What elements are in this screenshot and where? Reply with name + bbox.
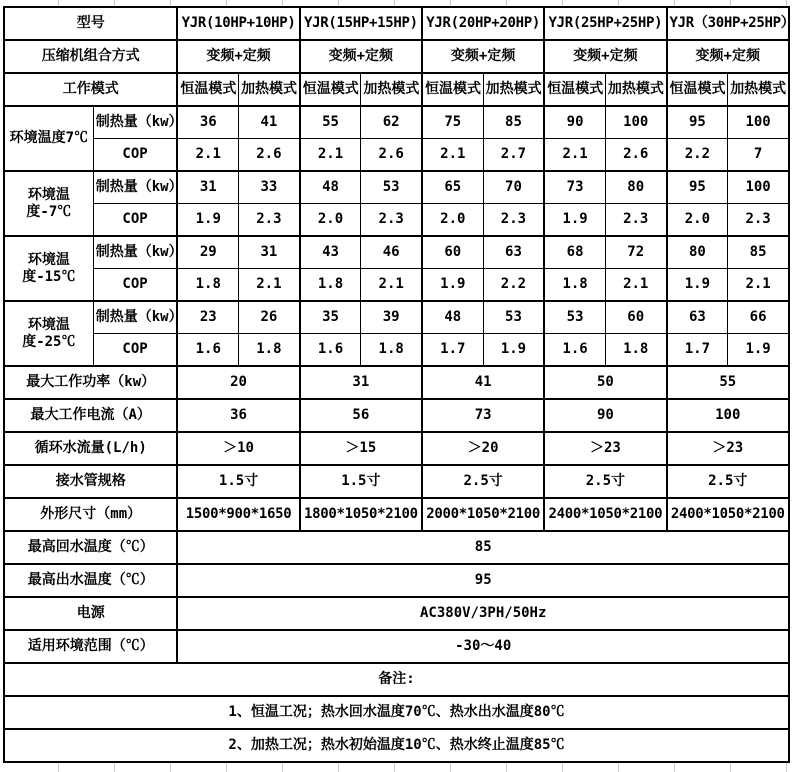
- heat-value-cell: 95: [667, 106, 728, 139]
- model-name-cell: YJR(10HP+10HP): [177, 7, 299, 40]
- pipe-size-row: [4, 465, 789, 498]
- note-row-1: [4, 696, 789, 729]
- heat-value-cell: 100: [728, 106, 789, 139]
- heat-value-cell: 33: [239, 171, 300, 204]
- spec-row-label: 接水管规格: [4, 465, 177, 498]
- cop-value-cell: 2.3: [483, 204, 544, 237]
- cop-value-cell: 7: [728, 139, 789, 172]
- model-name-cell: YJR（30HP+25HP）: [667, 7, 789, 40]
- mode-cell: 加热模式: [605, 73, 666, 106]
- cop-value-cell: 2.2: [667, 139, 728, 172]
- cop-value-cell: 2.1: [239, 269, 300, 302]
- heat-value-cell: 41: [239, 106, 300, 139]
- model-name-cell: YJR(25HP+25HP): [544, 7, 666, 40]
- heat-value-cell: 85: [483, 106, 544, 139]
- cop-value-cell: 2.1: [177, 139, 238, 172]
- model-name-cell: YJR(15HP+15HP): [300, 7, 422, 40]
- compressor-value-cell: 变频+定频: [667, 40, 789, 73]
- heat-value-cell: 53: [544, 301, 605, 334]
- cop-value-cell: 2.1: [544, 139, 605, 172]
- compressor-value-cell: 变频+定频: [422, 40, 544, 73]
- cop-value-cell: 1.9: [177, 204, 238, 237]
- spec-value-cell: ＞15: [300, 432, 422, 465]
- cop-label: COP: [93, 334, 177, 367]
- note-row-2: [4, 729, 789, 762]
- spec-value-cell: 2400*1050*2100: [544, 498, 666, 531]
- spec-value-cell: 36: [177, 399, 299, 432]
- cop-value-cell: 2.7: [483, 139, 544, 172]
- heat-value-cell: 63: [667, 301, 728, 334]
- cop-value-cell: 2.6: [605, 139, 666, 172]
- cop-row-minus15c: [4, 269, 789, 302]
- spec-row-label: 最大工作电流（A）: [4, 399, 177, 432]
- cop-value-cell: 1.9: [483, 334, 544, 367]
- heat-value-cell: 43: [300, 236, 361, 269]
- mode-cell: 加热模式: [361, 73, 422, 106]
- max-return-temp-row: [4, 531, 789, 564]
- heat-value-cell: 66: [728, 301, 789, 334]
- cop-value-cell: 2.3: [605, 204, 666, 237]
- heat-value-cell: 35: [300, 301, 361, 334]
- heat-value-cell: 53: [361, 171, 422, 204]
- cop-value-cell: 1.6: [544, 334, 605, 367]
- compressor-row-label: 压缩机组合方式: [4, 40, 177, 73]
- heat-value-cell: 90: [544, 106, 605, 139]
- note-line: 1、恒温工况；热水回水温度70℃、热水出水温度80℃: [4, 696, 789, 729]
- heat-value-cell: 100: [605, 106, 666, 139]
- mode-cell: 恒温模式: [544, 73, 605, 106]
- heat-value-cell: 70: [483, 171, 544, 204]
- product-spec-table: [3, 6, 795, 763]
- spec-value-cell: 56: [300, 399, 422, 432]
- heat-value-cell: 65: [422, 171, 483, 204]
- ambient-temp-label: 环境温度-15℃: [4, 236, 93, 301]
- mode-cell: 加热模式: [239, 73, 300, 106]
- compressor-value-cell: 变频+定频: [544, 40, 666, 73]
- spec-value-cell: 55: [667, 366, 789, 399]
- cop-value-cell: 2.1: [361, 269, 422, 302]
- full-row-value: 85: [177, 531, 789, 564]
- heat-value-cell: 26: [239, 301, 300, 334]
- model-row: [4, 7, 789, 40]
- spec-value-cell: ＞20: [422, 432, 544, 465]
- heat-value-cell: 60: [605, 301, 666, 334]
- mode-cell: 恒温模式: [177, 73, 238, 106]
- spec-value-cell: 2400*1050*2100: [667, 498, 789, 531]
- notes-header-row: [4, 663, 789, 696]
- heat-capacity-row-minus15c: [4, 236, 789, 269]
- ambient-range-row: [4, 630, 789, 663]
- heat-value-cell: 95: [667, 171, 728, 204]
- heat-value-cell: 31: [239, 236, 300, 269]
- heat-value-cell: 31: [177, 171, 238, 204]
- spec-value-cell: 90: [544, 399, 666, 432]
- cop-label: COP: [93, 139, 177, 172]
- ambient-temp-label: 环境温度-7℃: [4, 171, 93, 236]
- heat-value-cell: 68: [544, 236, 605, 269]
- heat-value-cell: 29: [177, 236, 238, 269]
- spec-value-cell: 2000*1050*2100: [422, 498, 544, 531]
- full-row-value: 95: [177, 564, 789, 597]
- spec-value-cell: 1.5寸: [300, 465, 422, 498]
- power-supply-row: [4, 597, 789, 630]
- cop-value-cell: 1.8: [361, 334, 422, 367]
- cop-value-cell: 1.9: [544, 204, 605, 237]
- dimensions-row: [4, 498, 789, 531]
- ambient-temp-label: 环境温度-25℃: [4, 301, 93, 366]
- heat-value-cell: 48: [422, 301, 483, 334]
- heat-value-cell: 62: [361, 106, 422, 139]
- mode-cell: 加热模式: [728, 73, 789, 106]
- note-line: 2、加热工况；热水初始温度10℃、热水终止温度85℃: [4, 729, 789, 762]
- heat-capacity-label: 制热量（kw）: [93, 106, 177, 139]
- heat-value-cell: 48: [300, 171, 361, 204]
- cop-value-cell: 2.0: [667, 204, 728, 237]
- full-row-label: 电源: [4, 597, 177, 630]
- cop-value-cell: 1.6: [177, 334, 238, 367]
- heat-value-cell: 60: [422, 236, 483, 269]
- max-outlet-temp-row: [4, 564, 789, 597]
- heat-value-cell: 73: [544, 171, 605, 204]
- heat-value-cell: 36: [177, 106, 238, 139]
- cop-label: COP: [93, 204, 177, 237]
- heat-value-cell: 100: [728, 171, 789, 204]
- model-name-cell: YJR(20HP+20HP): [422, 7, 544, 40]
- heat-value-cell: 53: [483, 301, 544, 334]
- cop-value-cell: 2.0: [422, 204, 483, 237]
- cop-value-cell: 1.9: [728, 334, 789, 367]
- cop-value-cell: 2.3: [728, 204, 789, 237]
- cop-row-7c: [4, 139, 789, 172]
- cop-value-cell: 2.1: [605, 269, 666, 302]
- cop-value-cell: 1.8: [544, 269, 605, 302]
- heat-capacity-label: 制热量（kw）: [93, 171, 177, 204]
- spec-value-cell: 1500*900*1650: [177, 498, 299, 531]
- full-row-value: AC380V/3PH/50Hz: [177, 597, 789, 630]
- spec-value-cell: 100: [667, 399, 789, 432]
- max-current-row: [4, 399, 789, 432]
- ambient-temp-label: 环境温度7℃: [4, 106, 93, 171]
- heat-value-cell: 72: [605, 236, 666, 269]
- spec-value-cell: 20: [177, 366, 299, 399]
- cop-value-cell: 1.8: [300, 269, 361, 302]
- spec-value-cell: 1800*1050*2100: [300, 498, 422, 531]
- heat-capacity-label: 制热量（kw）: [93, 236, 177, 269]
- cop-value-cell: 1.8: [239, 334, 300, 367]
- cop-value-cell: 1.8: [605, 334, 666, 367]
- spec-value-cell: ＞23: [667, 432, 789, 465]
- spec-value-cell: 50: [544, 366, 666, 399]
- heat-capacity-row-minus25c: [4, 301, 789, 334]
- cop-row-minus25c: [4, 334, 789, 367]
- cop-value-cell: 1.6: [300, 334, 361, 367]
- cop-value-cell: 1.8: [177, 269, 238, 302]
- compressor-value-cell: 变频+定频: [300, 40, 422, 73]
- cop-value-cell: 2.2: [483, 269, 544, 302]
- full-row-label: 最高出水温度（℃）: [4, 564, 177, 597]
- mode-cell: 加热模式: [483, 73, 544, 106]
- heat-capacity-row-minus7c: [4, 171, 789, 204]
- spec-value-cell: 2.5寸: [422, 465, 544, 498]
- heat-capacity-row-7c: [4, 106, 789, 139]
- work-mode-row-label: 工作模式: [4, 73, 177, 106]
- spec-value-cell: 41: [422, 366, 544, 399]
- cop-value-cell: 2.3: [361, 204, 422, 237]
- cop-value-cell: 2.3: [239, 204, 300, 237]
- spec-value-cell: 2.5寸: [667, 465, 789, 498]
- heat-value-cell: 85: [728, 236, 789, 269]
- work-mode-row: [4, 73, 789, 106]
- heat-capacity-label: 制热量（kw）: [93, 301, 177, 334]
- spec-row-label: 循环水流量(L/h): [4, 432, 177, 465]
- cop-value-cell: 1.9: [667, 269, 728, 302]
- compressor-value-cell: 变频+定频: [177, 40, 299, 73]
- heat-value-cell: 39: [361, 301, 422, 334]
- spec-value-cell: ＞23: [544, 432, 666, 465]
- mode-cell: 恒温模式: [422, 73, 483, 106]
- cop-value-cell: 2.1: [422, 139, 483, 172]
- spec-row-label: 外形尺寸（mm）: [4, 498, 177, 531]
- spec-value-cell: 1.5寸: [177, 465, 299, 498]
- water-flow-row: [4, 432, 789, 465]
- cop-value-cell: 2.6: [361, 139, 422, 172]
- cop-value-cell: 1.7: [422, 334, 483, 367]
- cop-value-cell: 2.1: [728, 269, 789, 302]
- heat-value-cell: 63: [483, 236, 544, 269]
- spec-value-cell: 2.5寸: [544, 465, 666, 498]
- cop-value-cell: 1.9: [422, 269, 483, 302]
- spec-value-cell: 31: [300, 366, 422, 399]
- max-power-row: [4, 366, 789, 399]
- heat-value-cell: 80: [605, 171, 666, 204]
- cop-value-cell: 1.7: [667, 334, 728, 367]
- compressor-row: [4, 40, 789, 73]
- cop-label: COP: [93, 269, 177, 302]
- heat-value-cell: 55: [300, 106, 361, 139]
- heat-value-cell: 75: [422, 106, 483, 139]
- mode-cell: 恒温模式: [667, 73, 728, 106]
- heat-value-cell: 23: [177, 301, 238, 334]
- spec-value-cell: ＞10: [177, 432, 299, 465]
- cop-row-minus7c: [4, 204, 789, 237]
- cop-value-cell: 2.6: [239, 139, 300, 172]
- spec-value-cell: 73: [422, 399, 544, 432]
- full-row-label: 适用环境范围（℃）: [4, 630, 177, 663]
- heat-value-cell: 80: [667, 236, 728, 269]
- mode-cell: 恒温模式: [300, 73, 361, 106]
- spec-row-label: 最大工作功率（kw）: [4, 366, 177, 399]
- cop-value-cell: 2.1: [300, 139, 361, 172]
- model-row-label: 型号: [4, 7, 177, 40]
- heat-value-cell: 46: [361, 236, 422, 269]
- full-row-value: -30～40: [177, 630, 789, 663]
- notes-header: 备注:: [4, 663, 789, 696]
- cop-value-cell: 2.0: [300, 204, 361, 237]
- excel-grid-bottom-strip: [3, 763, 790, 772]
- full-row-label: 最高回水温度（℃）: [4, 531, 177, 564]
